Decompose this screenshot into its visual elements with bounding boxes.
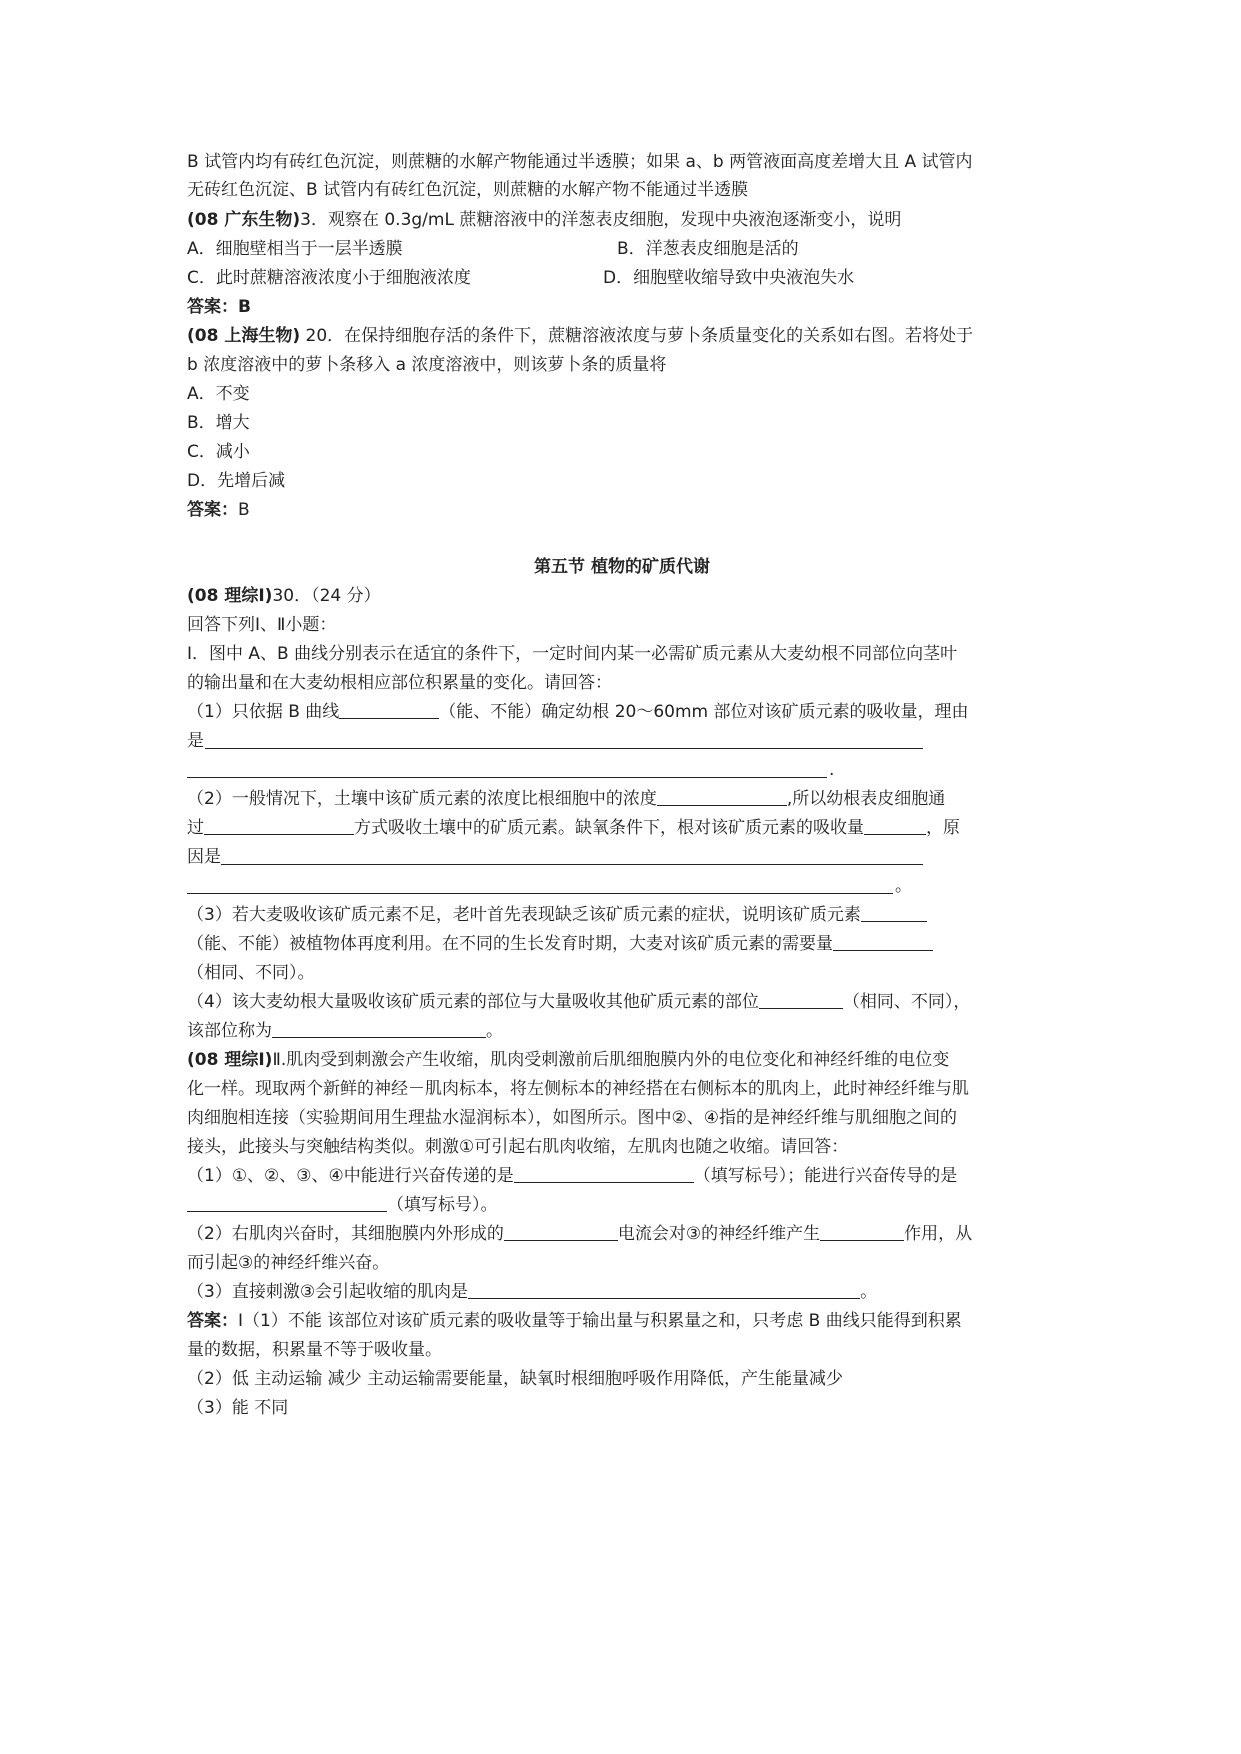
- sub-question-text: 。: [860, 1282, 878, 1302]
- answer-blank[interactable]: [514, 1165, 694, 1183]
- answer-label: 答案：: [187, 500, 238, 520]
- answer-blank[interactable]: [187, 1194, 387, 1212]
- question-header: 30．（24 分）: [272, 586, 381, 606]
- sub-question-text: 该部位称为: [187, 1021, 272, 1041]
- sub-question-1: [187, 1164, 957, 1188]
- answer-blank[interactable]: [204, 817, 354, 835]
- line-end-mark: .: [829, 760, 835, 780]
- sub-question-text: （1）只依据 B 曲线: [187, 702, 340, 722]
- answer-blank[interactable]: [339, 701, 439, 719]
- sub-question-1: [187, 700, 969, 724]
- question-stem: 20．在保持细胞存活的条件下，蔗糖溶液浓度与萝卜条质量变化的关系如右图。若将处于: [300, 326, 974, 346]
- question-20: [187, 324, 973, 348]
- answer-text: （2）低 主动运输 减少 主动运输需要能量，缺氧时根细胞呼吸作用降低，产生能量减少: [187, 1369, 844, 1389]
- answer-line: [187, 1309, 962, 1333]
- option-a: A．细胞壁相当于一层半透膜: [187, 239, 403, 259]
- answer-blank[interactable]: [657, 788, 787, 806]
- option-b: B．洋葱表皮细胞是活的: [617, 239, 799, 259]
- sub-question-text: 方式吸收土壤中的矿质元素。缺氧条件下，根对该矿质元素的吸收量: [354, 818, 864, 838]
- sub-question-text: （1）①、②、③、④中能进行兴奋传递的是: [187, 1166, 514, 1186]
- sub-question-text: ,所以幼根表皮细胞通: [786, 789, 946, 809]
- question-source: (08 广东生物): [187, 210, 301, 230]
- text-line: b 浓度溶液中的萝卜条移入 a 浓度溶液中，则该萝卜条的质量将: [187, 355, 667, 375]
- sub-question-text: （能、不能）确定幼根 20～60mm 部位对该矿质元素的吸收量，理由: [439, 702, 969, 722]
- question-stem: 3．观察在 0.3g/mL 蔗糖溶液中的洋葱表皮细胞，发现中央液泡逐渐变小，说明: [300, 210, 902, 230]
- text-line: （相同、不同）。: [187, 963, 315, 983]
- answer-blank[interactable]: [205, 748, 923, 749]
- sub-question-text: （能、不能）被植物体再度利用。在不同的生长发育时期，大麦对该矿质元素的需要量: [187, 934, 833, 954]
- text-line: 无砖红色沉淀、B 试管内有砖红色沉淀，则蔗糖的水解产物不能通过半透膜: [187, 180, 749, 200]
- sub-question-2: [187, 1222, 972, 1246]
- sub-question-text: ，原: [926, 818, 960, 838]
- sub-question-4: [187, 990, 970, 1014]
- question-source: (08 上海生物): [187, 326, 301, 346]
- question-source: (08 理综Ⅰ): [187, 1050, 273, 1070]
- answer-blank[interactable]: [861, 904, 927, 922]
- answer-text: （3）能 不同: [187, 1398, 289, 1418]
- text-line: 是: [187, 731, 204, 751]
- text-line: Ⅰ．图中 A、B 曲线分别表示在适宜的条件下，一定时间内某一必需矿质元素从大麦幼根不同部位向茎叶: [187, 644, 958, 664]
- text-line: 的输出量和在大麦幼根相应部位积累量的变化。请回答：: [187, 673, 612, 693]
- sub-question-3: [187, 1280, 877, 1304]
- answer-blank[interactable]: [468, 1281, 860, 1299]
- option-a: A．不变: [187, 384, 250, 404]
- answer-text: Ⅰ（1）不能 该部位对该矿质元素的吸收量等于输出量与积累量之和，只考虑 B 曲线只能得到积累: [238, 1311, 962, 1331]
- sub-question-text: （4）该大麦幼根大量吸收该矿质元素的部位与大量吸收其他矿质元素的部位: [187, 992, 759, 1012]
- text-line: [187, 1019, 503, 1043]
- sub-question-text: （2）一般情况下，土壤中该矿质元素的浓度比根细胞中的浓度: [187, 789, 657, 809]
- sub-question-text: （填写标号）。: [387, 1195, 498, 1215]
- sub-question-text: （填写标号）；能进行兴奋传导的是: [693, 1166, 958, 1186]
- text-line: 回答下列Ⅰ、Ⅱ小题：: [187, 615, 337, 635]
- text-line: [187, 816, 960, 840]
- answer-value: B: [238, 500, 250, 520]
- sub-question-text: （相同、不同），: [842, 992, 971, 1012]
- sub-question-text: （2）右肌肉兴奋时，其细胞膜内外形成的: [187, 1224, 504, 1244]
- answer-line: [187, 498, 250, 522]
- answer-blank[interactable]: [187, 893, 893, 894]
- answer-blank[interactable]: [864, 817, 926, 835]
- answer-value: B: [238, 297, 251, 317]
- sub-question-2: [187, 787, 945, 811]
- option-b: B．增大: [187, 413, 250, 433]
- answer-blank[interactable]: [272, 1020, 486, 1038]
- text-line: 化一样。现取两个新鲜的神经－肌肉标本，将左侧标本的神经搭在右侧标本的肌肉上，此时神经纤维与肌: [187, 1079, 969, 1099]
- question-30: [187, 584, 381, 608]
- answer-label: 答案：: [187, 1311, 238, 1331]
- question-3: [187, 208, 901, 232]
- text-line: 接头，此接头与突触结构类似。刺激①可引起右肌肉收缩，左肌肉也随之收缩。请回答：: [187, 1137, 849, 1157]
- answer-line: [187, 295, 251, 319]
- text-line: [187, 932, 933, 956]
- option-c: C．减小: [187, 442, 250, 462]
- answer-blank[interactable]: [820, 1223, 904, 1241]
- answer-blank[interactable]: [759, 991, 843, 1009]
- sub-question-3: [187, 903, 927, 927]
- text-line: B 试管内均有砖红色沉淀，则蔗糖的水解产物能通过半透膜；如果 a、b 两管液面高度差增大且 A 试管内: [187, 152, 973, 172]
- answer-text: 量的数据，积累量不等于吸收量。: [187, 1340, 442, 1360]
- option-d: D．细胞壁收缩导致中央液泡失水: [603, 268, 855, 288]
- answer-blank[interactable]: [833, 933, 933, 951]
- text-line: [187, 1193, 498, 1217]
- answer-blank[interactable]: [187, 777, 827, 778]
- sub-question-text: 作用，从: [904, 1224, 973, 1244]
- answer-blank[interactable]: [504, 1223, 618, 1241]
- line-end-mark: 。: [895, 876, 912, 896]
- sub-question-text: （3）若大麦吸收该矿质元素不足，老叶首先表现缺乏该矿质元素的症状，说明该矿质元素: [187, 905, 861, 925]
- section-title: 第五节 植物的矿质代谢: [534, 557, 710, 577]
- text-line: 而引起③的神经纤维兴奋。: [187, 1253, 390, 1273]
- question-text: Ⅱ.肌肉受到刺激会产生收缩，肌肉受刺激前后肌细胞膜内外的电位变化和神经纤维的电位变: [272, 1050, 950, 1070]
- sub-question-text: 。: [486, 1021, 503, 1041]
- text-line: 因是: [187, 847, 221, 867]
- answer-blank[interactable]: [221, 864, 923, 865]
- text-line: 肉细胞相连接（实验期间用生理盐水湿润标本），如图所示。图中②、④指的是神经纤维与肌细胞之间的: [187, 1108, 957, 1128]
- sub-question-text: 电流会对③的神经纤维产生: [617, 1224, 821, 1244]
- question-source: (08 理综Ⅰ): [187, 586, 273, 606]
- sub-question-text: （3）直接刺激③会引起收缩的肌肉是: [187, 1282, 469, 1302]
- answer-label: 答案：: [187, 297, 238, 317]
- option-d: D．先增后减: [187, 471, 286, 491]
- option-c: C．此时蔗糖溶液浓度小于细胞液浓度: [187, 268, 471, 288]
- question-30-part-2: [187, 1048, 949, 1072]
- sub-question-text: 过: [187, 818, 204, 838]
